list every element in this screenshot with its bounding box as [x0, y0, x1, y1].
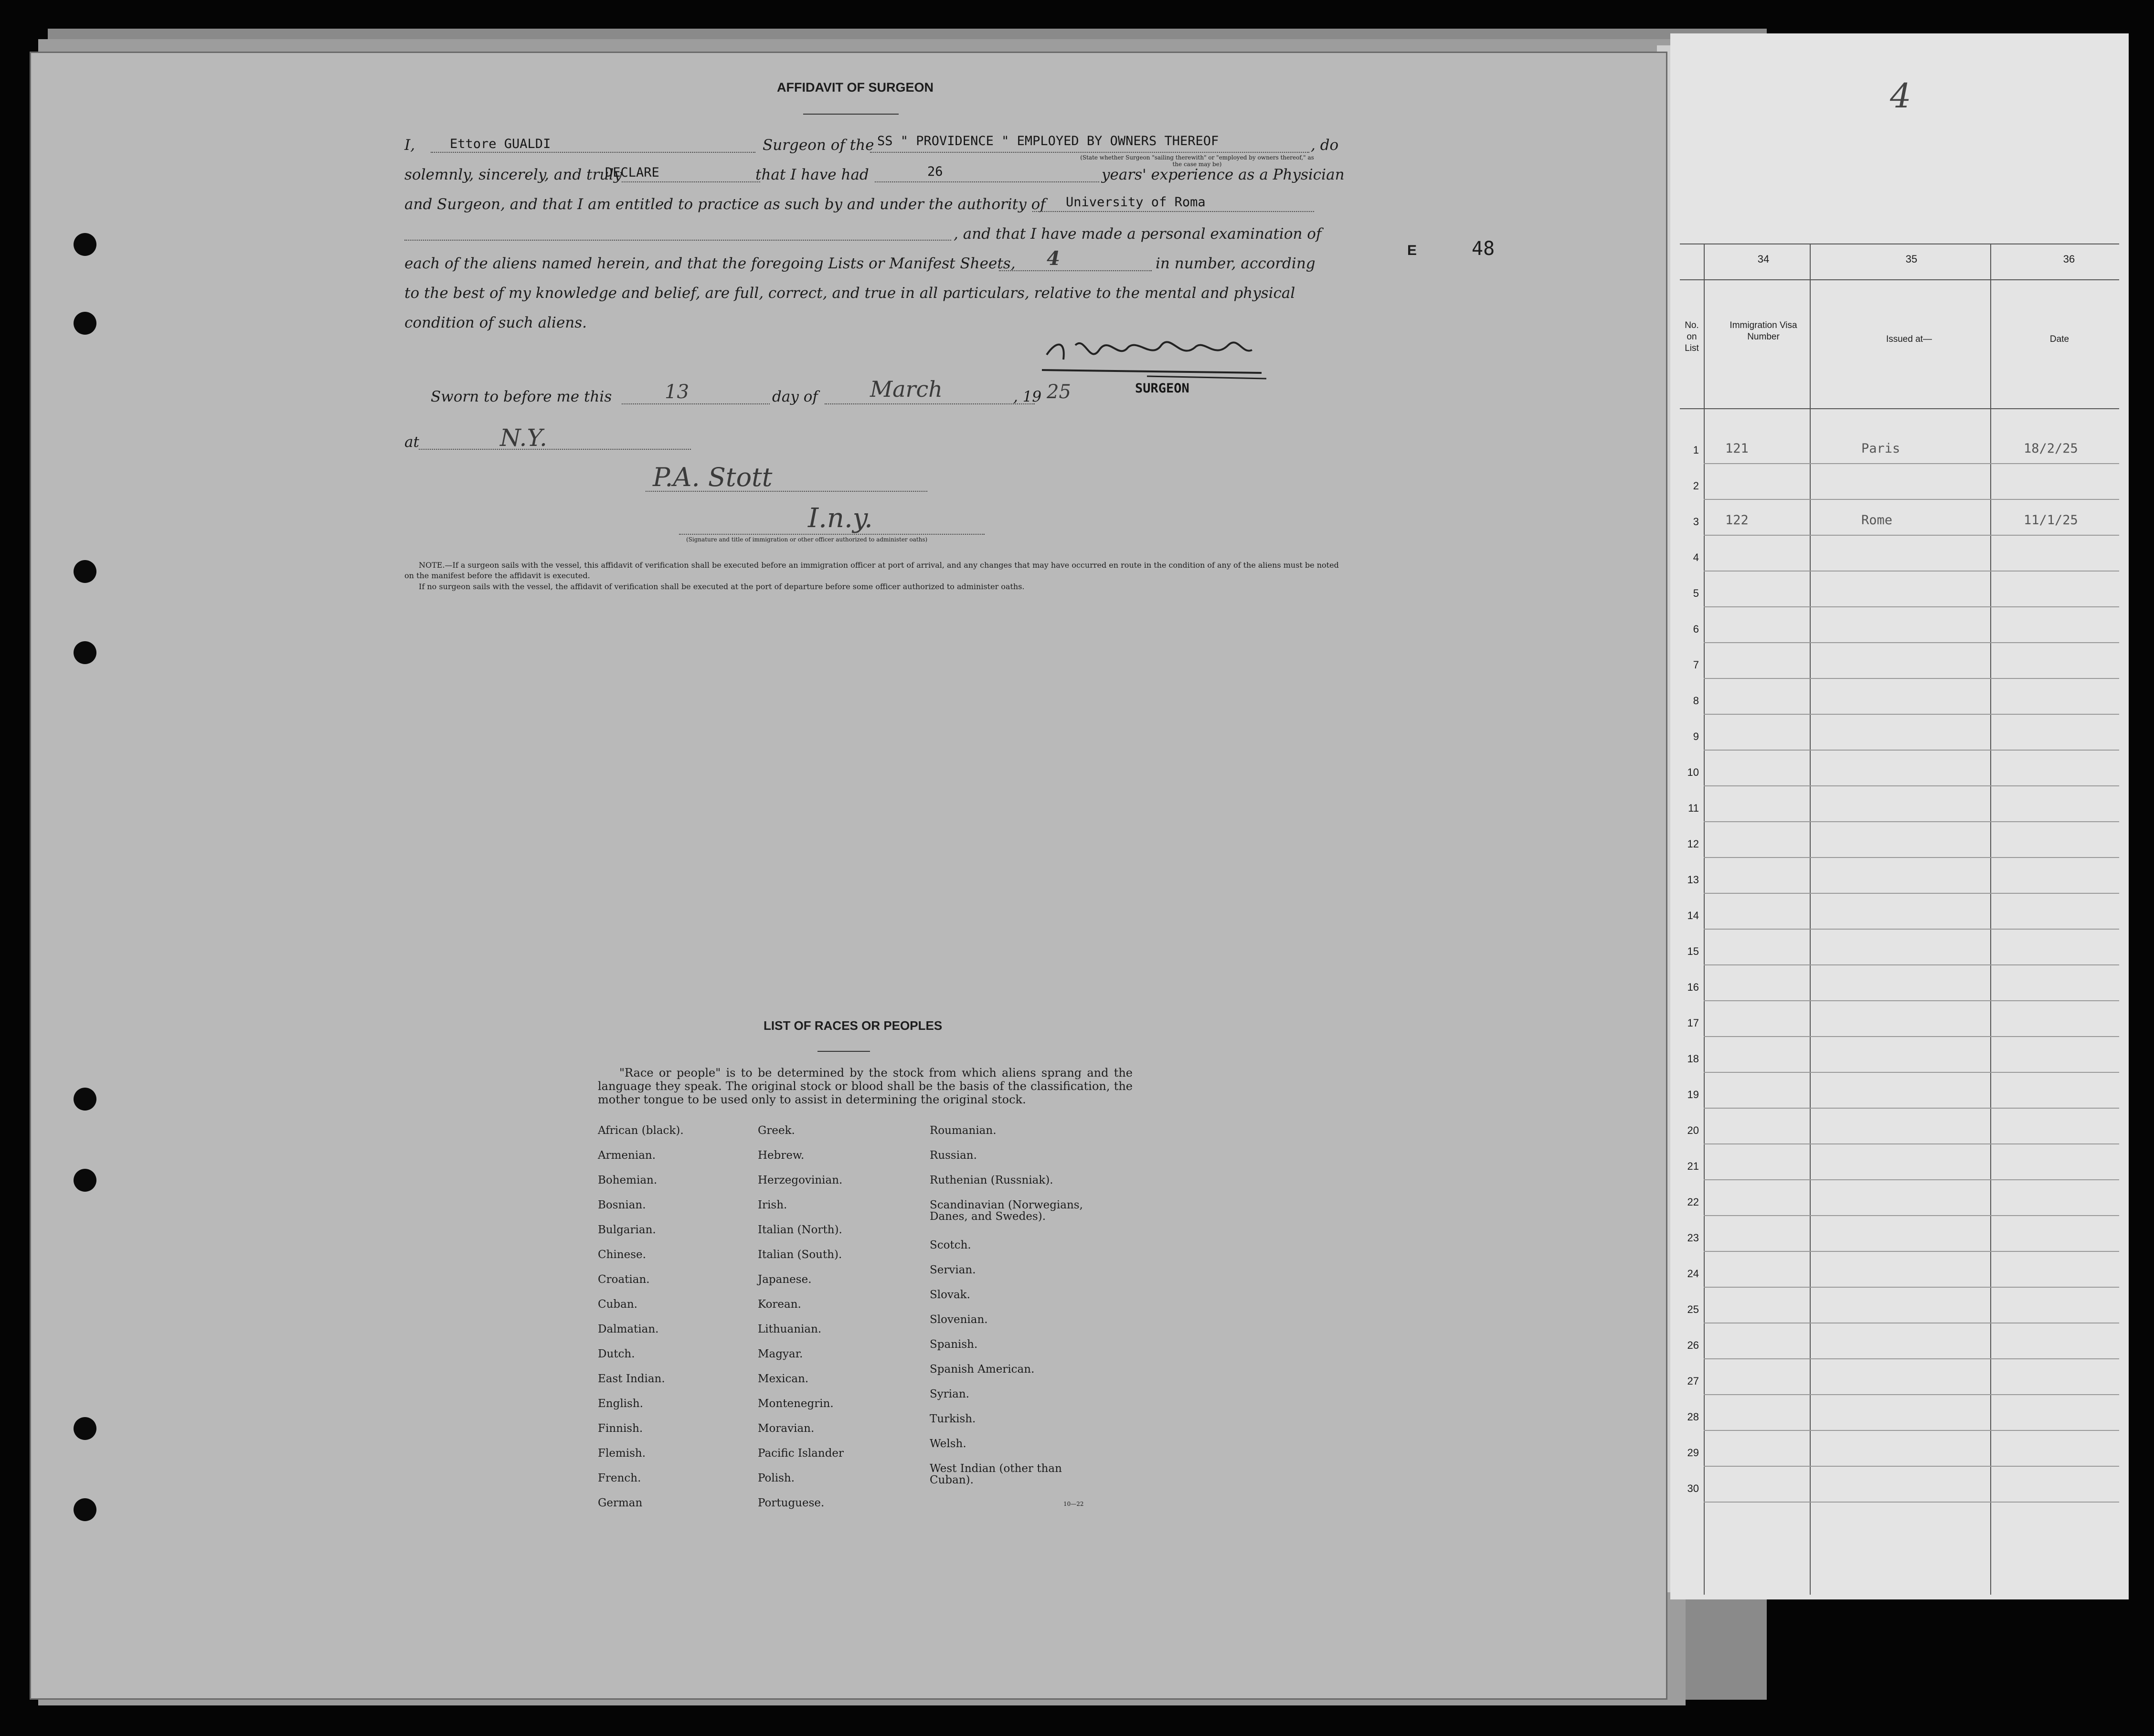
- surgeon-name: Ettore GUALDI: [450, 137, 551, 151]
- row-number: 16: [1687, 981, 1699, 993]
- years-experience: 26: [927, 164, 943, 179]
- stamp-letter: E: [1407, 243, 1417, 258]
- row-number: 29: [1687, 1447, 1699, 1459]
- row-rule: [1704, 1215, 2119, 1216]
- race-entry: Armenian.: [598, 1149, 656, 1162]
- race-entry: Russian.: [930, 1149, 977, 1162]
- row-number: 12: [1687, 838, 1699, 850]
- header-issued-at: Issued at—: [1886, 334, 1932, 344]
- row-number: 6: [1693, 623, 1699, 635]
- at-label: at: [404, 434, 419, 451]
- row-number: 15: [1687, 945, 1699, 957]
- row-rule: [1704, 1036, 2119, 1037]
- row-rule: [1704, 642, 2119, 643]
- race-entry: West Indian (other than Cuban).: [930, 1462, 1062, 1486]
- race-entry: Dutch.: [598, 1348, 635, 1360]
- row-rule: [1704, 499, 2119, 500]
- row-number: 27: [1687, 1375, 1699, 1387]
- table-top-rule: [1680, 243, 2119, 244]
- race-entry: Bohemian.: [598, 1174, 658, 1186]
- race-entry: Irish.: [758, 1199, 787, 1211]
- row-rule: [1704, 463, 2119, 464]
- surgeon-signature: [1037, 326, 1285, 383]
- line5-prefix: each of the aliens named herein, and that the foregoing Lists or Manifest Sheets,: [404, 255, 1016, 272]
- race-entry: Slovenian.: [930, 1313, 988, 1326]
- race-entry: French.: [598, 1472, 641, 1484]
- race-entry: Turkish.: [930, 1413, 976, 1425]
- row-number: 30: [1687, 1482, 1699, 1494]
- race-entry: Mexican.: [758, 1373, 809, 1385]
- row-number: 25: [1687, 1303, 1699, 1315]
- cell-issued: Rome: [1861, 513, 1893, 528]
- race-entry: Scandinavian (Norwegians, Danes, and Swedes).: [930, 1199, 1083, 1223]
- race-entry: Italian (South).: [758, 1249, 842, 1261]
- cell-date: 18/2/25: [2024, 441, 2078, 456]
- header-visa-number: Immigration Visa Number: [1730, 320, 1797, 342]
- header-date: Date: [2049, 334, 2069, 344]
- row-rule: [1704, 1143, 2119, 1144]
- race-entry: Polish.: [758, 1472, 795, 1484]
- race-entry: Korean.: [758, 1298, 801, 1311]
- races-title: LIST OF RACES OR PEOPLES: [764, 1018, 943, 1033]
- race-entry: Finnish.: [598, 1422, 643, 1435]
- row-number: 20: [1687, 1124, 1699, 1136]
- row-rule: [1704, 1251, 2119, 1252]
- sheets-count: 4: [1047, 247, 1060, 270]
- row-rule: [1704, 857, 2119, 858]
- race-entry: Pacific Islander: [758, 1447, 844, 1460]
- race-entry: Greek.: [758, 1124, 795, 1137]
- row-number: 18: [1687, 1053, 1699, 1065]
- cell-visa: 122: [1725, 513, 1749, 528]
- line5-end: in number, according: [1156, 255, 1316, 272]
- affidavit-sheet: [30, 52, 1667, 1700]
- line1-prefix: I,: [404, 137, 415, 154]
- race-entry: Magyar.: [758, 1348, 803, 1360]
- row-number: 28: [1687, 1411, 1699, 1423]
- race-entry: Ruthenian (Russniak).: [930, 1174, 1053, 1186]
- row-number: 14: [1687, 910, 1699, 921]
- race-entry: Bosnian.: [598, 1199, 646, 1211]
- row-rule: [1704, 606, 2119, 607]
- vessel-instruction: (State whether Surgeon "sailing therewith" or "employed by owners thereof," as the case may be): [1080, 154, 1314, 168]
- sworn-year: 25: [1047, 381, 1071, 403]
- race-entry: Roumanian.: [930, 1124, 997, 1137]
- row-rule: [1704, 893, 2119, 894]
- punch-hole: [74, 560, 96, 583]
- race-entry: Montenegrin.: [758, 1397, 834, 1410]
- race-entry: Scotch.: [930, 1239, 971, 1251]
- note-paragraph-2: If no surgeon sails with the vessel, the affidavit of verification shall be executed at the port of departure before some officer authorized to administer oaths.: [419, 582, 1025, 591]
- punch-hole: [74, 641, 96, 664]
- punch-hole: [74, 312, 96, 335]
- row-rule: [1704, 1072, 2119, 1073]
- cell-visa: 121: [1725, 441, 1749, 456]
- race-entry: English.: [598, 1397, 643, 1410]
- row-rule: [1704, 714, 2119, 715]
- race-entry: Croatian.: [598, 1273, 650, 1286]
- races-intro: "Race or people" is to be determined by the stock from which aliens sprang and the language they speak. The original stock or blood shall be the basis of the classification, the mother tongue to be used only to assist in determining the original stock.: [598, 1066, 1133, 1106]
- race-entry: Moravian.: [758, 1422, 815, 1435]
- row-rule: [1704, 785, 2119, 786]
- cell-date: 11/1/25: [2024, 513, 2078, 528]
- punch-hole: [74, 233, 96, 256]
- race-entry: African (black).: [598, 1124, 684, 1137]
- row-number: 9: [1693, 730, 1699, 742]
- cell-issued: Paris: [1861, 441, 1900, 456]
- race-entry: Bulgarian.: [598, 1224, 656, 1236]
- official-title: I.n.y.: [808, 503, 873, 534]
- race-entry: Hebrew.: [758, 1149, 805, 1162]
- row-number: 3: [1693, 516, 1699, 528]
- row-rule: [1704, 1287, 2119, 1288]
- row-number: 10: [1687, 766, 1699, 778]
- sworn-year-prefix: , 19: [1013, 388, 1042, 405]
- authority: University of Roma: [1066, 195, 1206, 210]
- punch-hole: [74, 1169, 96, 1192]
- surgeon-label: SURGEON: [1135, 381, 1189, 396]
- stamp-number: 48: [1472, 238, 1495, 260]
- race-entry: Slovak.: [930, 1289, 970, 1301]
- race-entry: Italian (North).: [758, 1224, 842, 1236]
- punch-hole: [74, 1498, 96, 1521]
- row-number: 1: [1693, 444, 1699, 456]
- line2-prefix: solemnly, sincerely, and truly: [404, 166, 622, 183]
- line6: to the best of my knowledge and belief, are full, correct, and true in all particulars, relative to the mental and physical: [404, 285, 1295, 302]
- note-paragraph: NOTE.—If a surgeon sails with the vessel, this affidavit of verification shall be executed before an immigration officer at port of arrival, and any changes that may have occurred en route in the condition of any of the aliens must be noted on the manifest before the affidavit is executed.: [404, 561, 1339, 580]
- race-entry: East Indian.: [598, 1373, 665, 1385]
- race-entry: Spanish American.: [930, 1363, 1035, 1376]
- right-manifest-page: [1670, 33, 2129, 1599]
- row-number: 11: [1688, 802, 1699, 814]
- affidavit-title: AFFIDAVIT OF SURGEON: [777, 80, 934, 95]
- row-rule: [1704, 535, 2119, 536]
- race-entry: Cuban.: [598, 1298, 637, 1311]
- row-number: 17: [1687, 1017, 1699, 1029]
- punch-hole: [74, 1088, 96, 1111]
- form-mark: 10—22: [1063, 1501, 1084, 1507]
- row-rule: [1704, 1502, 2119, 1503]
- race-entry: German: [598, 1497, 643, 1509]
- race-entry: Spanish.: [930, 1338, 978, 1351]
- line2-end: years' experience as a Physician: [1102, 166, 1345, 183]
- line1-end: , do: [1311, 137, 1339, 154]
- corner-page-mark: 4: [1890, 76, 1911, 116]
- race-entry: Lithuanian.: [758, 1323, 822, 1335]
- row-rule: [1704, 1466, 2119, 1467]
- row-number: 2: [1693, 480, 1699, 492]
- at-value: N.Y.: [500, 424, 547, 452]
- race-entry: Flemish.: [598, 1447, 646, 1460]
- row-number: 21: [1687, 1160, 1699, 1172]
- sworn-month: March: [870, 376, 943, 402]
- punch-hole: [74, 1417, 96, 1440]
- row-number: 24: [1687, 1268, 1699, 1280]
- line4-end: , and that I have made a personal examination of: [954, 225, 1322, 243]
- race-entry: Welsh.: [930, 1438, 966, 1450]
- row-rule: [1704, 571, 2119, 572]
- race-entry: Servian.: [930, 1264, 976, 1276]
- line2-mid: that I have had: [755, 166, 869, 183]
- row-rule: [1704, 1394, 2119, 1395]
- row-rule: [1704, 1358, 2119, 1359]
- row-number: 26: [1687, 1339, 1699, 1351]
- declare-word: DECLARE: [605, 165, 659, 180]
- race-entry: Chinese.: [598, 1249, 646, 1261]
- row-rule: [1704, 929, 2119, 930]
- row-rule: [1704, 1430, 2119, 1431]
- race-entry: Herzegovinian.: [758, 1174, 843, 1186]
- sworn-day: 13: [665, 381, 689, 403]
- row-rule: [1704, 678, 2119, 679]
- sworn-mid: day of: [772, 388, 818, 405]
- race-entry: Dalmatian.: [598, 1323, 659, 1335]
- race-entry: Japanese.: [758, 1273, 812, 1286]
- row-number: 4: [1693, 551, 1699, 563]
- header-no-on-list: No. on List: [1685, 320, 1699, 353]
- row-rule: [1704, 750, 2119, 751]
- line1-mid: Surgeon of the: [763, 137, 874, 154]
- line7: condition of such aliens.: [404, 314, 587, 331]
- row-rule: [1704, 1108, 2119, 1109]
- row-rule: [1704, 1000, 2119, 1001]
- official-signature: P.A. Stott: [653, 462, 773, 492]
- row-number: 19: [1687, 1089, 1699, 1101]
- race-entry: Portuguese.: [758, 1497, 825, 1509]
- sworn-prefix: Sworn to before me this: [431, 388, 612, 405]
- row-rule: [1704, 1179, 2119, 1180]
- signature-caption: (Signature and title of immigration or other officer authorized to administer oaths): [686, 536, 928, 543]
- row-number: 22: [1687, 1196, 1699, 1208]
- row-rule: [1704, 821, 2119, 822]
- col-number-36: 36: [2063, 253, 2075, 265]
- race-entry: Syrian.: [930, 1388, 969, 1400]
- col-number-34: 34: [1757, 253, 1770, 265]
- row-number: 7: [1693, 659, 1699, 671]
- row-rule: [1704, 964, 2119, 965]
- row-number: 13: [1687, 874, 1699, 886]
- row-number: 23: [1687, 1232, 1699, 1244]
- line3-prefix: and Surgeon, and that I am entitled to practice as such by and under the authority of: [404, 196, 1046, 213]
- col-number-35: 35: [1905, 253, 1918, 265]
- vessel-name: SS " PROVIDENCE " EMPLOYED BY OWNERS THEREOF: [877, 134, 1219, 148]
- row-number: 8: [1693, 695, 1699, 707]
- row-number: 5: [1693, 587, 1699, 599]
